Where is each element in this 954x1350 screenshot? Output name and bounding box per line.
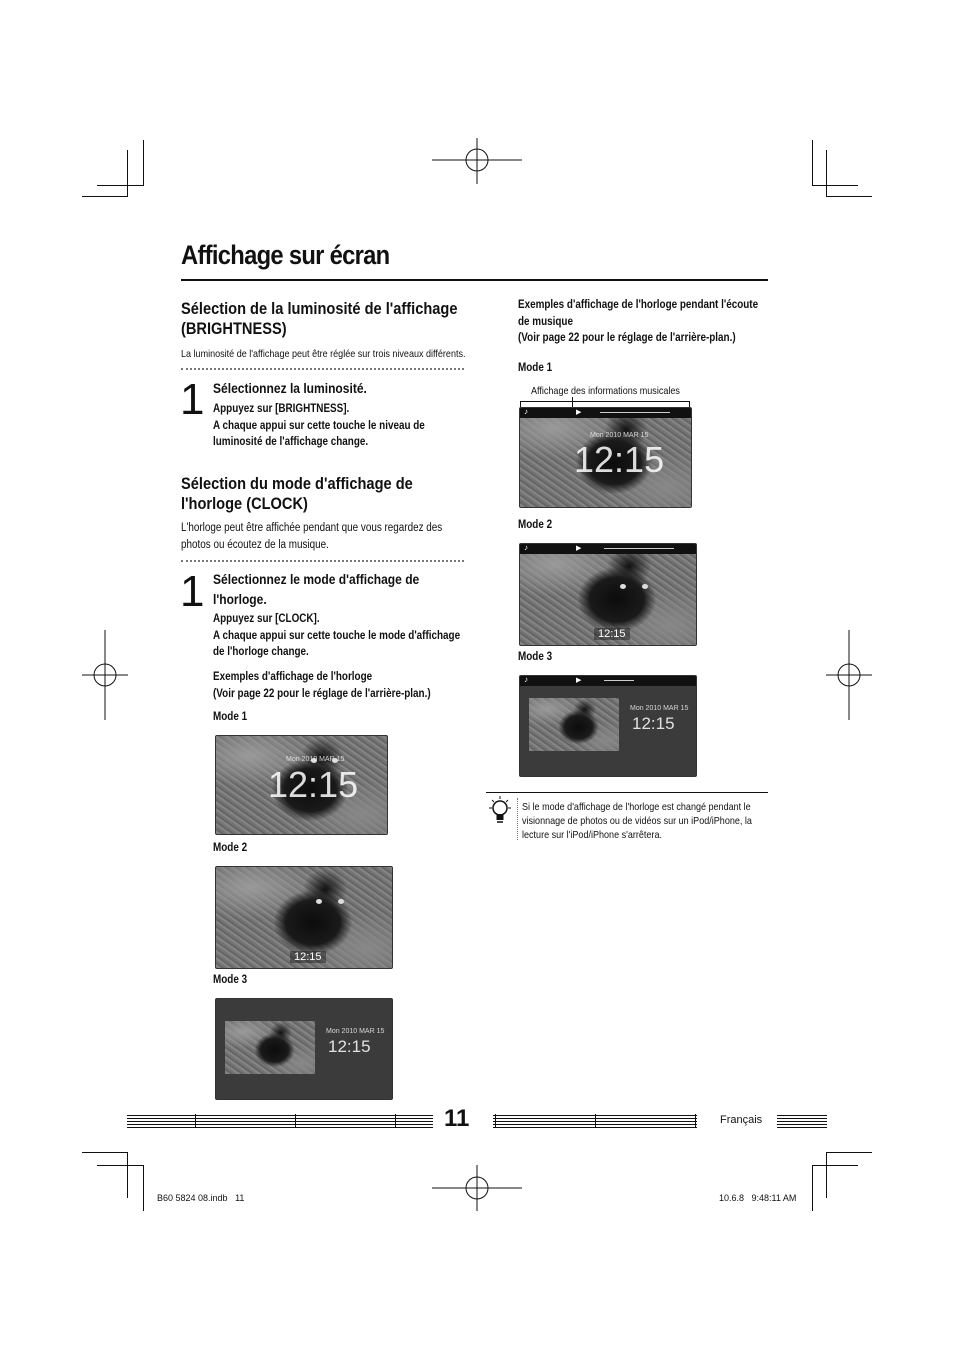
title-rule (181, 279, 768, 281)
photo-thumbnail (529, 698, 619, 751)
music-screen-mode3 (519, 675, 697, 777)
callout-bracket (520, 401, 690, 402)
clock-time: 12:15 (290, 951, 326, 963)
clock-date: Mon 2010 MAR 15 (590, 432, 649, 439)
dotted-separator (181, 560, 464, 562)
dog-photo (225, 1021, 315, 1074)
dog-eye (642, 584, 648, 589)
clock-instructions: Appuyez sur [CLOCK]. A chaque appui sur cette touche le mode d'affichage de l'horloge change. (213, 613, 461, 658)
print-timestamp: 10.6.8 9:48:11 AM (719, 1193, 797, 1203)
language-label: Français (720, 1114, 763, 1126)
brightness-instructions: Appuyez sur [BRIGHTNESS]. A chaque appui sur cette touche le niveau de luminosité de l'affichage change. (213, 403, 425, 448)
mode-label: Mode 1 (518, 362, 553, 374)
progress-bar (600, 412, 670, 413)
play-icon: ▶ (576, 409, 582, 416)
clock-intro: L'horloge peut être affichée pendant que vous regardez des photos ou écoutez de la musique. (181, 522, 443, 551)
dog-eye (338, 899, 344, 904)
clock-heading: Sélection du mode d'affichage de l'horloge (CLOCK) (181, 474, 413, 513)
file-info: B60 5824 08.indb 11 (157, 1193, 245, 1203)
mode-label: Mode 2 (518, 519, 553, 531)
registration-mark-top (432, 138, 522, 184)
clock-time: 12:15 (594, 628, 630, 640)
progress-bar (604, 548, 674, 549)
play-icon: ▶ (576, 677, 582, 684)
tip-rule (486, 792, 768, 793)
dotted-separator (181, 368, 464, 370)
clock-time: 12:15 (632, 714, 675, 733)
step-title: Sélectionnez le mode d'affichage de l'horloge. (213, 571, 420, 607)
lightbulb-icon (486, 795, 516, 827)
music-info-bar (520, 544, 696, 554)
clock-date: Mon 2010 MAR 15 (286, 756, 345, 763)
dog-eye (620, 584, 626, 589)
step-number: 1 (180, 375, 205, 424)
mode-label: Mode 1 (213, 711, 248, 723)
screen-mode1 (215, 735, 388, 835)
tip-separator (517, 798, 518, 840)
brightness-intro: La luminosité de l'affichage peut être réglée sur trois niveaux différents. (181, 348, 466, 360)
clock-time: 12:15 (268, 764, 359, 805)
registration-mark-bottom (432, 1165, 522, 1211)
clock-examples-heading: Exemples d'affichage de l'horloge (Voir page 22 pour le réglage de l'arrière-plan.) (213, 671, 431, 700)
step-title: Sélectionnez la luminosité. (213, 380, 367, 396)
music-note-icon: ♪ (524, 407, 528, 416)
play-icon: ▶ (576, 545, 582, 552)
mode-label: Mode 3 (518, 651, 553, 663)
progress-bar (604, 680, 634, 681)
mode-label: Mode 2 (213, 842, 248, 854)
mode-label: Mode 3 (213, 974, 248, 986)
dog-eye (316, 899, 322, 904)
music-info-callout: Affichage des informations musicales (531, 385, 680, 397)
screen-mode2 (215, 866, 393, 969)
music-screen-mode2 (519, 543, 697, 646)
music-info-bar (520, 676, 696, 686)
tip-text: Si le mode d'affichage de l'horloge est changé pendant le visionnage de photos ou de vidéos sur un iPod/iPhone, la lecture sur l'iPod/iPhone s'arrêtera. (522, 801, 752, 841)
brightness-heading: Sélection de la luminosité de l'affichage (BRIGHTNESS) (181, 299, 458, 338)
dog-photo (529, 698, 619, 751)
page-number: 11 (444, 1105, 470, 1132)
photo-thumbnail (225, 1021, 315, 1074)
clock-date: Mon 2010 MAR 15 (326, 1028, 385, 1035)
registration-mark-right (826, 630, 872, 720)
screen-mode3 (215, 998, 393, 1100)
registration-mark-left (82, 630, 128, 720)
music-screen-mode1 (519, 407, 692, 508)
step-number: 1 (180, 567, 205, 616)
clock-time: 12:15 (328, 1037, 371, 1056)
music-note-icon: ♪ (524, 675, 528, 684)
page-title: Affichage sur écran (181, 240, 390, 270)
music-note-icon: ♪ (524, 543, 528, 552)
clock-time: 12:15 (574, 439, 665, 480)
music-info-bar (520, 408, 691, 418)
music-examples-heading: Exemples d'affichage de l'horloge pendant l'écoute de musique (Voir page 22 pour le réglage de l'arrière-plan.) (518, 299, 759, 344)
clock-date: Mon 2010 MAR 15 (630, 705, 689, 712)
